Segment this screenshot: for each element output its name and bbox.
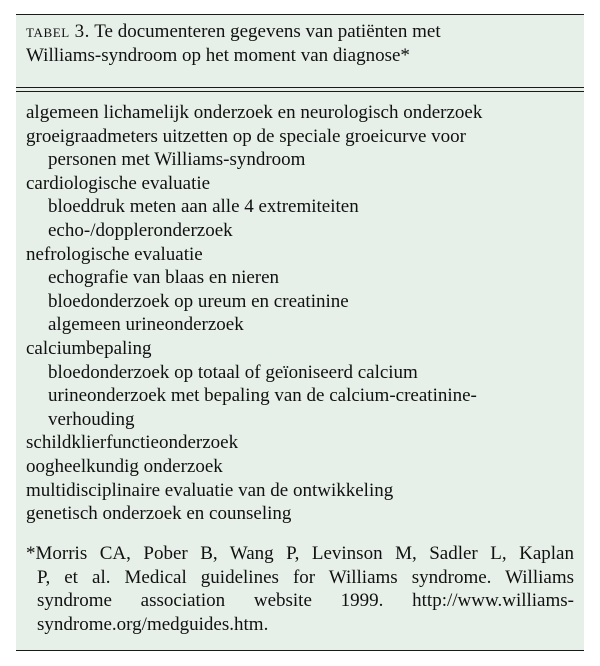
footnote-line-3: syndrome association website 1999. http://www.williams- xyxy=(37,590,574,612)
table-item: echografie van blaas en nieren xyxy=(48,267,280,289)
footnote-line-2: P, et al. Medical guidelines for Williams syndrome. Williams xyxy=(37,566,574,588)
table-item: algemeen urineonderzoek xyxy=(48,314,244,336)
table-item: bloedonderzoek op ureum en creatinine xyxy=(48,290,349,312)
caption-line-2: Williams-syndroom op het moment van diagnose* xyxy=(26,45,410,66)
table-footnote xyxy=(26,542,574,636)
table-item: cardiologische evaluatie xyxy=(26,172,211,194)
table-item: urineonderzoek met bepaling van de calcium-creatinine- xyxy=(48,385,477,407)
header-rule xyxy=(16,87,584,88)
table-number: 3. xyxy=(74,21,90,42)
table-item: bloeddruk meten aan alle 4 extremiteiten xyxy=(48,196,359,218)
table-caption xyxy=(26,20,574,68)
table-item: algemeen lichamelijk onderzoek en neurologisch onderzoek xyxy=(26,102,483,123)
table-item: nefrologische evaluatie xyxy=(26,243,203,265)
table-item: verhouding xyxy=(48,408,135,430)
table-item: personen met Williams-syndroom xyxy=(48,149,306,171)
footnote-line-4: syndrome.org/medguides.htm. xyxy=(37,613,269,635)
table-item: multidisciplinaire evaluatie van de ontwikkeling xyxy=(26,479,394,501)
table-item: genetisch onderzoek en counseling xyxy=(26,503,292,525)
footnote-line-1: *Morris CA, Pober B, Wang P, Levinson M, Sadler L, Kaplan xyxy=(26,543,574,564)
table-label: tabel xyxy=(26,21,70,42)
table-item: groeigraadmeters uitzetten op de speciale groeicurve voor xyxy=(26,125,466,147)
table-item: echo-/doppleronderzoek xyxy=(48,219,233,241)
table-panel xyxy=(16,14,584,651)
caption-line-1: Te documenteren gegevens van patiënten met xyxy=(94,21,441,42)
table-item: oogheelkundig onderzoek xyxy=(26,455,223,477)
table-items xyxy=(26,101,582,526)
bottom-rule xyxy=(16,650,584,651)
top-rule xyxy=(16,14,584,15)
header-rule-double xyxy=(16,91,584,92)
table-item: bloedonderzoek op totaal of geïoniseerd calcium xyxy=(48,361,418,383)
table-item: calciumbepaling xyxy=(26,337,152,359)
table-item: schildklierfunctieonderzoek xyxy=(26,432,239,454)
